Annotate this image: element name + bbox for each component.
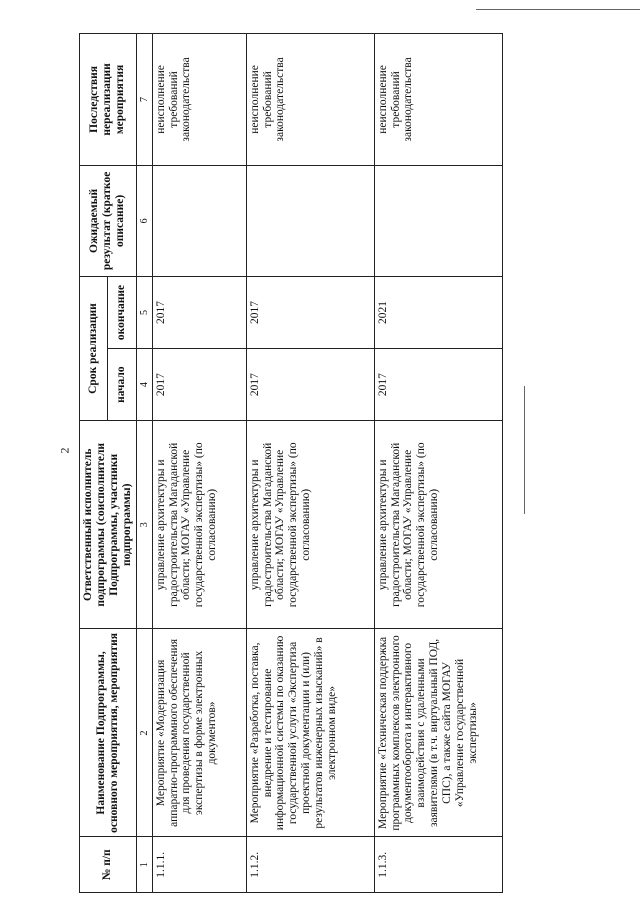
header-name: Наименование Подпрограммы, основного мероприятия, мероприятия [80, 629, 137, 837]
header-period: Срок реализации [80, 276, 108, 420]
row-start-year: 2017 [374, 349, 502, 421]
page-number: 2 [57, 447, 72, 454]
row-end-year: 2017 [152, 276, 246, 348]
row-activity-name: Мероприятие «Разработка, поставка, внедрение и тестирование информационной системы по оказанию государственной услуги «Экспертиза проектной документации и (или) результатов инженерных изысканий» в электронном виде» [246, 629, 374, 837]
column-number: 4 [136, 349, 152, 421]
row-start-year: 2017 [152, 349, 246, 421]
column-number: 3 [136, 421, 152, 629]
header-result: Ожидаемый результат (краткое описание) [80, 165, 137, 276]
header-consequences: Последствия нереализации мероприятия [80, 34, 137, 166]
scan-edge-line [476, 9, 640, 10]
row-end-year: 2021 [374, 276, 502, 348]
row-executor: управление архитектуры и градостроительства Магаданской области; МОГАУ «Управление государственной экспертизы» (по согласованию) [152, 421, 246, 629]
row-consequences: неисполнение требований законодательства [152, 34, 246, 166]
row-number: 1.1.1. [152, 837, 246, 893]
table-row [374, 34, 502, 893]
row-executor: управление архитектуры и градостроительства Магаданской области; МОГАУ «Управление государственной экспертизы» (по согласованию) [246, 421, 374, 629]
row-result [246, 165, 374, 276]
header-start: начало [108, 349, 136, 421]
column-number: 7 [136, 34, 152, 166]
activities-table [79, 33, 503, 893]
header-end: окончание [108, 276, 136, 348]
row-consequences: неисполнение требований законодательства [246, 34, 374, 166]
row-activity-name: Мероприятие «Техническая поддержка программных комплексов электронного документооборота и интерактивного взаимодействия с удаленными заявителями (в т.ч. виртуальный ПОД, СПС), а также сайта МОГАУ «Управление государственной экспертизы» [374, 629, 502, 837]
row-executor: управление архитектуры и градостроительства Магаданской области; МОГАУ «Управление государственной экспертизы» (по согласованию) [374, 421, 502, 629]
header-num: № п/п [80, 837, 137, 893]
column-number: 6 [136, 165, 152, 276]
table-row [152, 34, 246, 893]
header-executor: Ответственный исполнитель подпрограммы (соисполнители Подпрограммы, участники подпрограммы) [80, 421, 137, 629]
row-result [152, 165, 246, 276]
row-activity-name: Мероприятие «Модернизация аппаратно-программного обеспечения для проведения государственной экспертизы в форме электронных документов» [152, 629, 246, 837]
row-result [374, 165, 502, 276]
row-number: 1.1.3. [374, 837, 502, 893]
column-number: 5 [136, 276, 152, 348]
row-start-year: 2017 [246, 349, 374, 421]
table-row [246, 34, 374, 893]
column-number: 1 [136, 837, 152, 893]
row-consequences: неисполнение требований законодательства [374, 34, 502, 166]
row-number: 1.1.2. [246, 837, 374, 893]
row-end-year: 2017 [246, 276, 374, 348]
column-number: 2 [136, 629, 152, 837]
rotated-table-container [79, 33, 599, 893]
